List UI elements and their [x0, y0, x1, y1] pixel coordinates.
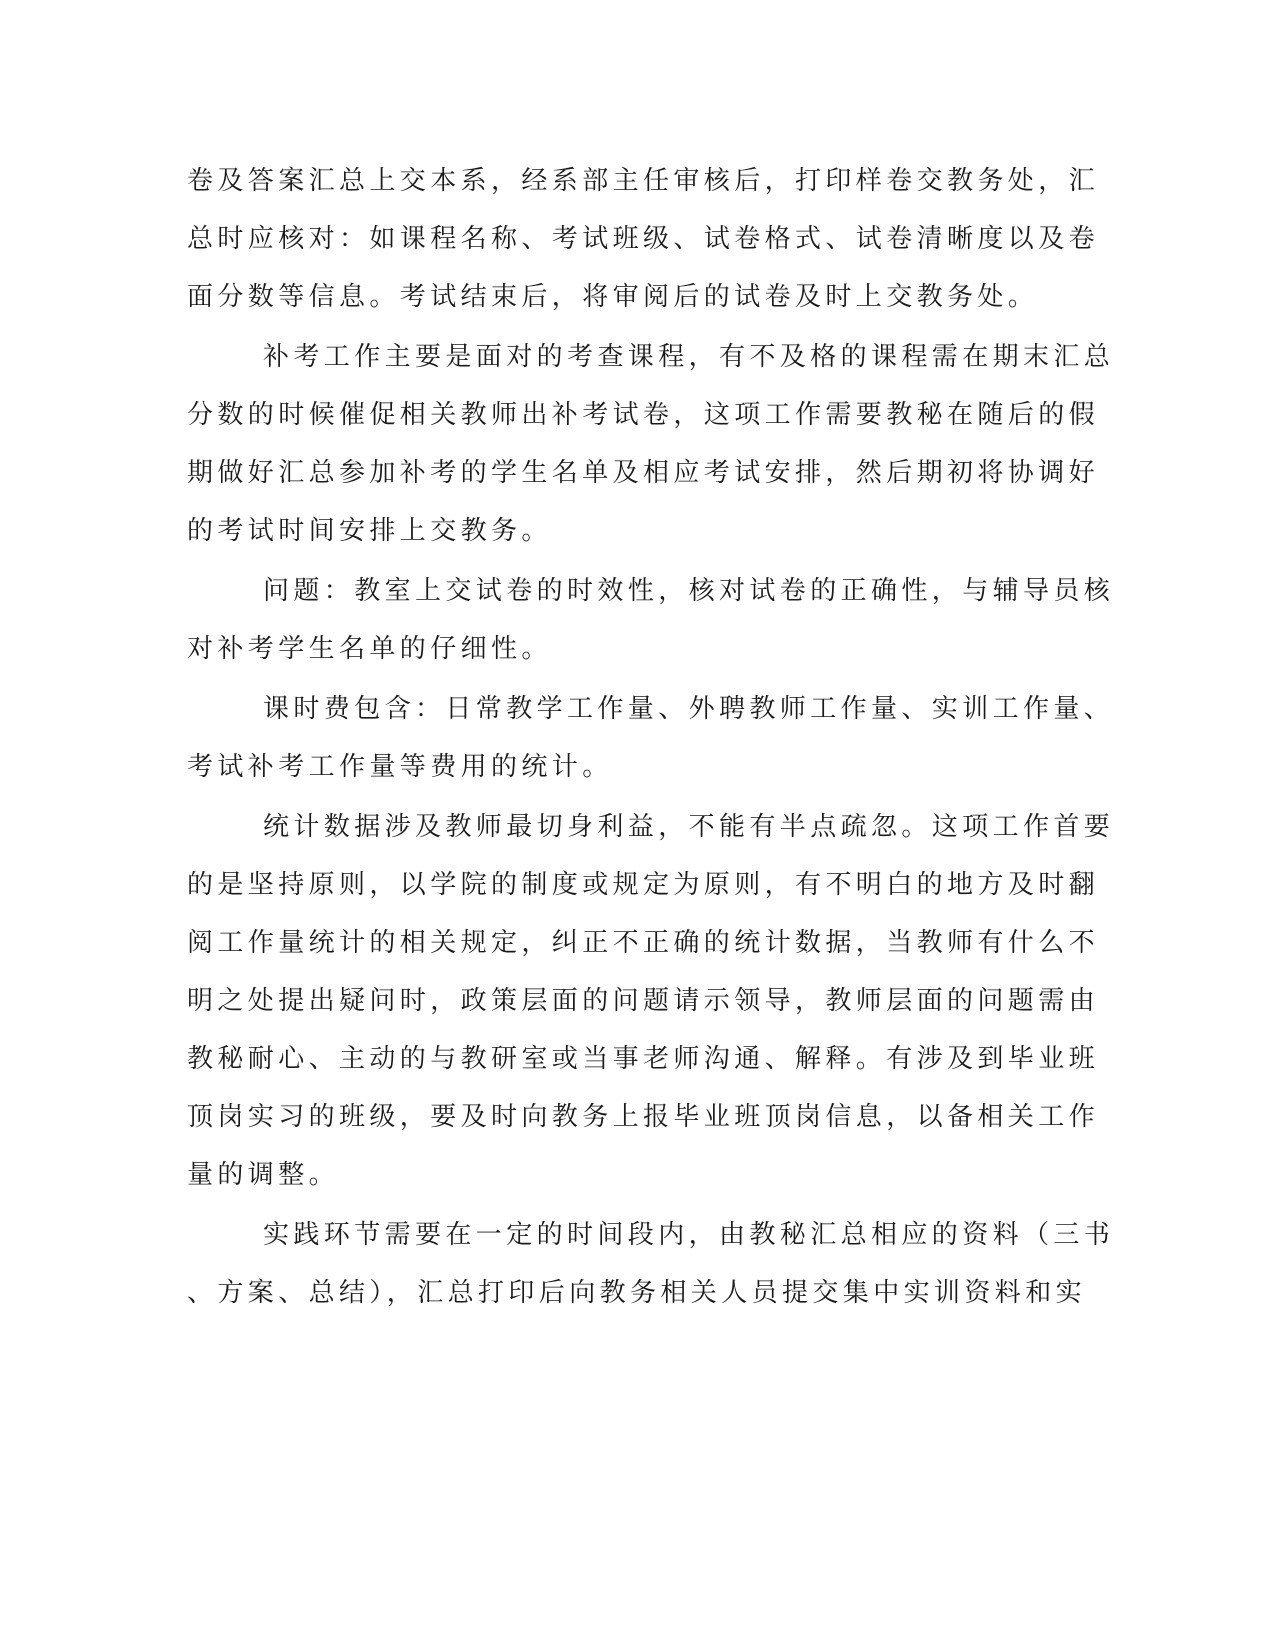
text-line: 教秘耐心、主动的与教研室或当事老师沟通、解释。有涉及到毕业班	[187, 1044, 1100, 1074]
text-line: 顶岗实习的班级，要及时向教务上报毕业班顶岗信息，以备相关工作	[187, 1102, 1100, 1132]
text-line: 、方案、总结），汇总打印后向教务相关人员提交集中实训资料和实	[187, 1278, 1087, 1308]
text-line: 分数的时候催促相关教师出补考试卷，这项工作需要教秘在随后的假	[187, 400, 1100, 430]
paragraph-first-line: 统计数据涉及教师最切身利益，不能有半点疏忽。这项工作首要	[263, 812, 1115, 842]
text-line: 期做好汇总参加补考的学生名单及相应考试安排，然后期初将协调好	[187, 458, 1100, 488]
paragraph-first-line: 实践环节需要在一定的时间段内，由教秘汇总相应的资料（三书	[263, 1220, 1115, 1250]
text-line: 的是坚持原则，以学院的制度或规定为原则，有不明白的地方及时翻	[187, 870, 1100, 900]
text-line: 阅工作量统计的相关规定，纠正不正确的统计数据，当教师有什么不	[187, 928, 1100, 958]
text-line: 量的调整。	[187, 1160, 340, 1190]
paragraph-first-line: 问题：教室上交试卷的时效性，核对试卷的正确性，与辅导员核	[263, 576, 1115, 606]
text-line: 明之处提出疑问时，政策层面的问题请示领导，教师层面的问题需由	[187, 986, 1100, 1016]
text-line: 的考试时间安排上交教务。	[187, 516, 552, 546]
text-line: 卷及答案汇总上交本系，经系部主任审核后，打印样卷交教务处，汇	[187, 166, 1100, 196]
paragraph-first-line: 课时费包含：日常教学工作量、外聘教师工作量、实训工作量、	[263, 694, 1115, 724]
text-line: 总时应核对：如课程名称、考试班级、试卷格式、试卷清晰度以及卷	[187, 224, 1100, 254]
text-line: 对补考学生名单的仔细性。	[187, 634, 552, 664]
text-line: 考试补考工作量等费用的统计。	[187, 752, 613, 782]
paragraph-first-line: 补考工作主要是面对的考查课程，有不及格的课程需在期末汇总	[263, 342, 1115, 372]
text-line: 面分数等信息。考试结束后，将审阅后的试卷及时上交教务处。	[187, 282, 1039, 312]
